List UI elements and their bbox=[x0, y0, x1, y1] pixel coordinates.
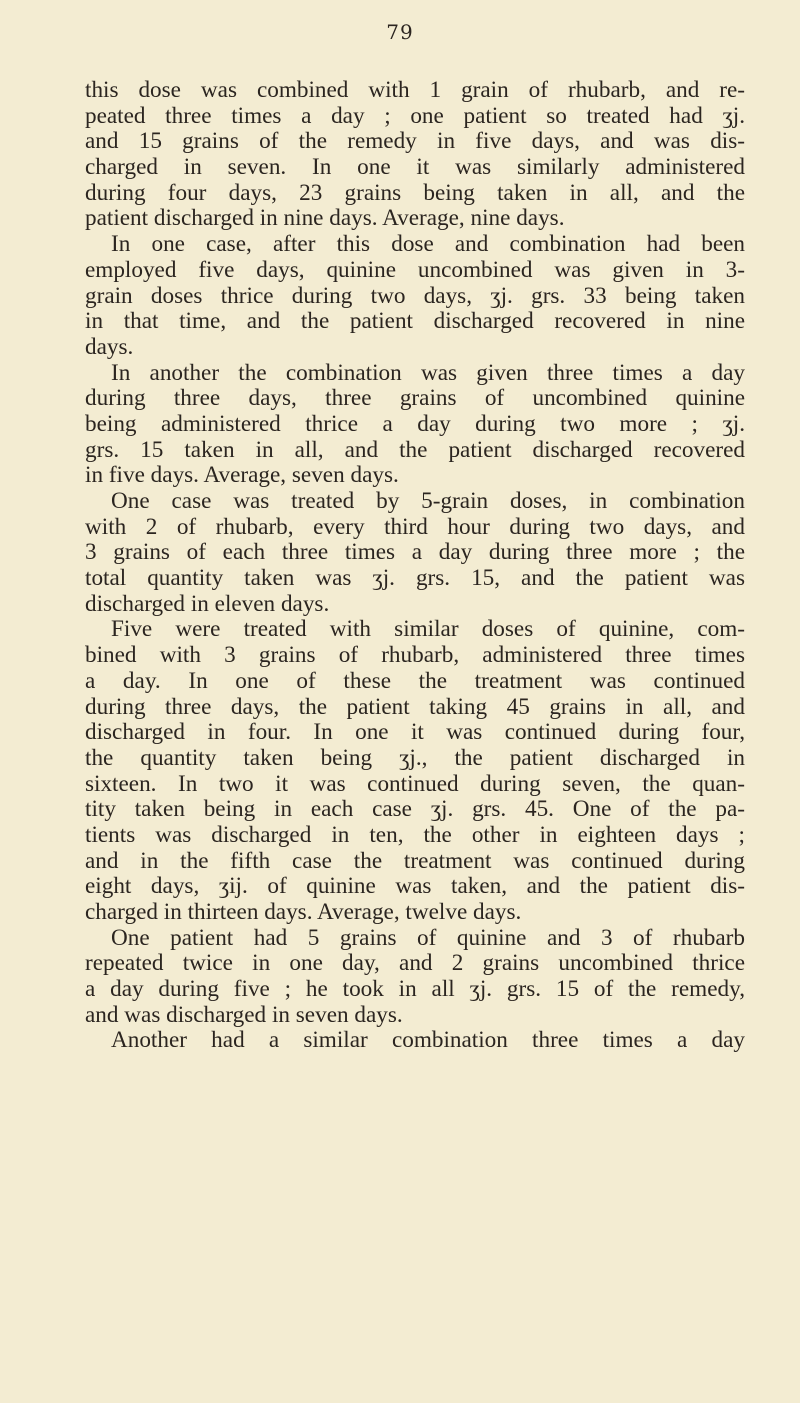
text-line: and 15 grains of the remedy in five days, and was dis- bbox=[85, 128, 745, 155]
text-line: a day. In one of these the treatment was continued bbox=[85, 667, 745, 694]
text-line: Five were treated with similar doses of quinine, com- bbox=[111, 616, 745, 643]
text-line: this dose was combined with 1 grain of rhubarb, and re- bbox=[85, 77, 745, 103]
text-line: eight days, ʒij. of quinine was taken, and the patient dis- bbox=[85, 873, 745, 900]
text-line: discharged in four. In one it was continued during four, bbox=[85, 719, 745, 746]
text-line: charged in seven. In one it was similarly administered bbox=[85, 154, 745, 181]
paragraph bbox=[85, 617, 745, 925]
text-line: days. bbox=[85, 333, 134, 360]
text-line: peated three times a day ; one patient so treated had ʒj. bbox=[85, 102, 745, 129]
text-line: during four days, 23 grains being taken in all, and the bbox=[85, 179, 745, 206]
paragraph bbox=[85, 1028, 745, 1054]
text-line: employed five days, quinine uncombined was given in 3- bbox=[85, 256, 745, 283]
text-line: grain doses thrice during two days, ʒj. grs. 33 being taken bbox=[85, 282, 745, 309]
text-line: tients was discharged in ten, the other in eighteen days ; bbox=[85, 821, 745, 848]
text-line: the quantity taken being ʒj., the patient discharged in bbox=[85, 744, 745, 771]
page-number: 79 bbox=[386, 20, 414, 44]
text-line: with 2 of rhubarb, every third hour during two days, and bbox=[85, 513, 745, 540]
text-line: total quantity taken was ʒj. grs. 15, and the patient was bbox=[85, 565, 745, 592]
text-line: patient discharged in nine days. Average, nine days. bbox=[85, 205, 565, 232]
text-line: during three days, three grains of uncombined quinine bbox=[85, 385, 745, 412]
text-line: In one case, after this dose and combination had been bbox=[111, 231, 745, 258]
text-line: during three days, the patient taking 45 grains in all, and bbox=[85, 693, 745, 720]
text-line: bined with 3 grains of rhubarb, administered three times bbox=[85, 642, 745, 669]
paragraph bbox=[85, 361, 745, 489]
text-line: 3 grains of each three times a day during three more ; the bbox=[85, 539, 745, 566]
paragraph bbox=[85, 489, 745, 617]
text-line: being administered thrice a day during two more ; ʒj. bbox=[85, 410, 745, 437]
text-line: sixteen. In two it was continued during seven, the quan- bbox=[85, 770, 745, 797]
text-line: One case was treated by 5-grain doses, in combination bbox=[111, 488, 745, 514]
paragraph bbox=[85, 78, 745, 232]
text-line: grs. 15 taken in all, and the patient discharged recovered bbox=[85, 436, 745, 463]
text-line: and in the fifth case the treatment was continued during bbox=[85, 847, 745, 874]
text-line: repeated twice in one day, and 2 grains uncombined thrice bbox=[85, 950, 745, 977]
text-line: charged in thirteen days. Average, twelve days. bbox=[85, 899, 522, 925]
text-line: One patient had 5 grains of quinine and 3 of rhubarb bbox=[111, 924, 745, 951]
text-line: and was discharged in seven days. bbox=[85, 1001, 403, 1028]
text-line: a day during five ; he took in all ʒj. grs. 15 of the remedy, bbox=[85, 976, 745, 1003]
body-text bbox=[85, 78, 745, 1054]
text-line: tity taken being in each case ʒj. grs. 45. One of the pa- bbox=[85, 796, 745, 823]
text-line: Another had a similar combination three times a day bbox=[111, 1027, 745, 1054]
text-line: in five days. Average, seven days. bbox=[85, 462, 399, 489]
text-line: discharged in eleven days. bbox=[85, 590, 330, 617]
paragraph bbox=[85, 926, 745, 1029]
text-line: In another the combination was given three times a day bbox=[111, 359, 745, 386]
paragraph bbox=[85, 232, 745, 360]
text-line: in that time, and the patient discharged recovered in nine bbox=[85, 308, 745, 335]
